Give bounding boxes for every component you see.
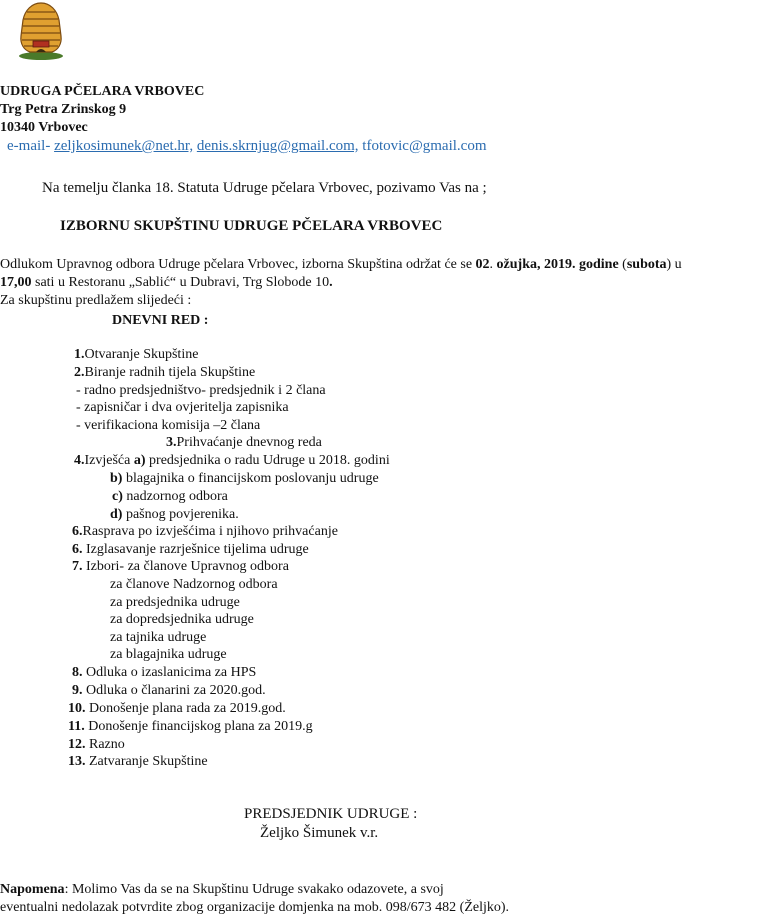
agenda-text: Izvješća xyxy=(84,453,134,468)
note-line-1 xyxy=(0,882,444,898)
agenda-text: Biranje radnih tijela Skupštine xyxy=(84,365,256,380)
agenda-num: 6. xyxy=(72,542,83,557)
agenda-sub-presidency: - radno predsjedništvo- predsjednik i 2 člana xyxy=(76,383,326,398)
agenda-num: 7. xyxy=(72,559,83,574)
agenda-text: Rasprava po izvješćima i njihovo prihvaćanje xyxy=(82,524,338,539)
agenda-item-discharge xyxy=(72,542,309,558)
agenda-text: pašnog povjerenika. xyxy=(122,507,239,522)
document-title: IZBORNU SKUPŠTINU UDRUGE PČELARA VRBOVEC xyxy=(60,218,443,234)
agenda-item-4d xyxy=(110,507,239,523)
agenda-num: 3. xyxy=(166,435,177,450)
agenda-item-4 xyxy=(74,453,390,469)
decision-line-3: Za skupštinu predlažem slijedeći : xyxy=(0,293,192,308)
email-line xyxy=(7,138,487,155)
decision-line-2 xyxy=(0,275,333,291)
decision-period: . xyxy=(329,275,333,290)
beehive-logo xyxy=(10,0,72,62)
agenda-item-4c xyxy=(112,489,228,505)
decision-dot: . xyxy=(489,257,497,272)
agenda-text: Odluka o članarini za 2020.god. xyxy=(82,683,266,698)
agenda-item-9 xyxy=(72,683,266,699)
decision-date-day: 02 xyxy=(475,257,490,272)
note-label: Napomena xyxy=(0,882,65,897)
signature-name: Željko Šimunek v.r. xyxy=(260,825,379,841)
agenda-item-1 xyxy=(74,347,198,363)
agenda-num: 13. xyxy=(68,754,86,769)
agenda-text: Izbori- za članove Upravnog odbora xyxy=(82,559,289,574)
agenda-sub-minutes: - zapisničar i dva ovjeritelja zapisnika xyxy=(76,400,289,415)
agenda-num: 1. xyxy=(74,347,85,362)
agenda-elect-vice-president: za dopredsjednika udruge xyxy=(110,612,254,627)
agenda-letter: c) xyxy=(112,489,123,504)
agenda-item-4b xyxy=(110,471,379,487)
agenda-item-discussion xyxy=(72,524,338,540)
agenda-num: 4. xyxy=(74,453,85,468)
agenda-item-elections xyxy=(72,559,289,575)
agenda-item-3 xyxy=(166,435,322,451)
agenda-num: 8. xyxy=(72,665,83,680)
intro-text: Na temelju članka 18. Statuta Udruge pčelara Vrbovec, pozivamo Vas na ; xyxy=(42,180,487,196)
decision-time: 17,00 xyxy=(0,275,32,290)
agenda-item-8 xyxy=(72,665,256,681)
agenda-text: Donošenje plana rada za 2019.god. xyxy=(85,701,286,716)
agenda-elect-treasurer: za blagajnika udruge xyxy=(110,647,227,662)
agenda-letter: d) xyxy=(110,507,123,522)
agenda-num: 11. xyxy=(68,719,85,734)
agenda-text: blagajnika o financijskom poslovanju udruge xyxy=(122,471,379,486)
agenda-letter: b) xyxy=(110,471,123,486)
agenda-num: 9. xyxy=(72,683,83,698)
agenda-text: Zatvaranje Skupštine xyxy=(85,754,208,769)
agenda-num: 10. xyxy=(68,701,86,716)
agenda-elect-supervisory: za članove Nadzornog odbora xyxy=(110,577,278,592)
agenda-item-11 xyxy=(68,719,313,735)
agenda-text: Prihvaćanje dnevnog reda xyxy=(176,435,322,450)
org-city: 10340 Vrbovec xyxy=(0,120,88,135)
agenda-text: Izglasavanje razrješnice tijelima udruge xyxy=(82,542,309,557)
decision-location: sati u Restoranu „Sablić“ u Dubravi, Trg Slobode 10 xyxy=(31,275,330,290)
agenda-item-12 xyxy=(68,737,125,753)
decision-paren-close: ) u xyxy=(666,257,682,272)
agenda-item-10 xyxy=(68,701,286,717)
agenda-sub-verification: - verifikaciona komisija –2 člana xyxy=(76,418,261,433)
agenda-elect-secretary: za tajnika udruge xyxy=(110,630,207,645)
agenda-text: Otvaranje Skupštine xyxy=(84,347,199,362)
decision-line-1 xyxy=(0,257,682,273)
email-link-3[interactable]: tfotovic@gmail.com xyxy=(362,138,487,154)
email-link-1[interactable]: zeljkosimunek@net.hr, xyxy=(54,138,194,154)
agenda-item-2 xyxy=(74,365,255,381)
agenda-item-13 xyxy=(68,754,208,770)
email-link-2[interactable]: denis.skrnjug@gmail.com, xyxy=(196,138,359,154)
org-street: Trg Petra Zrinskog 9 xyxy=(0,102,127,117)
agenda-text: predsjednika o radu Udruge u 2018. godini xyxy=(145,453,390,468)
agenda-num: 2. xyxy=(74,365,85,380)
note-text: : Molimo Vas da se na Skupštinu Udruge svakako odazovete, a svoj xyxy=(64,882,444,897)
agenda-num: 12. xyxy=(68,737,86,752)
agenda-num: 6. xyxy=(72,524,83,539)
org-name: UDRUGA PČELARA VRBOVEC xyxy=(0,84,205,99)
decision-text-a: Odlukom Upravnog odbora Udruge pčelara Vrbovec, izborna Skupština održat će se xyxy=(0,257,476,272)
agenda-text: Odluka o izaslanicima za HPS xyxy=(82,665,257,680)
note-line-2: eventualni nedolazak potvrdite zbog organizacije domjenka na mob. 098/673 482 (Željko). xyxy=(0,900,510,915)
agenda-title: DNEVNI RED : xyxy=(112,313,209,328)
decision-date-rest: ožujka, 2019. godine xyxy=(496,257,619,272)
agenda-text: nadzornog odbora xyxy=(122,489,228,504)
agenda-letter: a) xyxy=(133,453,146,468)
agenda-text: Razno xyxy=(85,737,125,752)
agenda-elect-president: za predsjednika udruge xyxy=(110,595,240,610)
agenda-text: Donošenje financijskog plana za 2019.g xyxy=(84,719,313,734)
decision-paren-open: ( xyxy=(618,257,627,272)
email-label: e-mail- xyxy=(7,138,51,154)
signature-role: PREDSJEDNIK UDRUGE : xyxy=(244,806,418,822)
decision-weekday: subota xyxy=(626,257,667,272)
